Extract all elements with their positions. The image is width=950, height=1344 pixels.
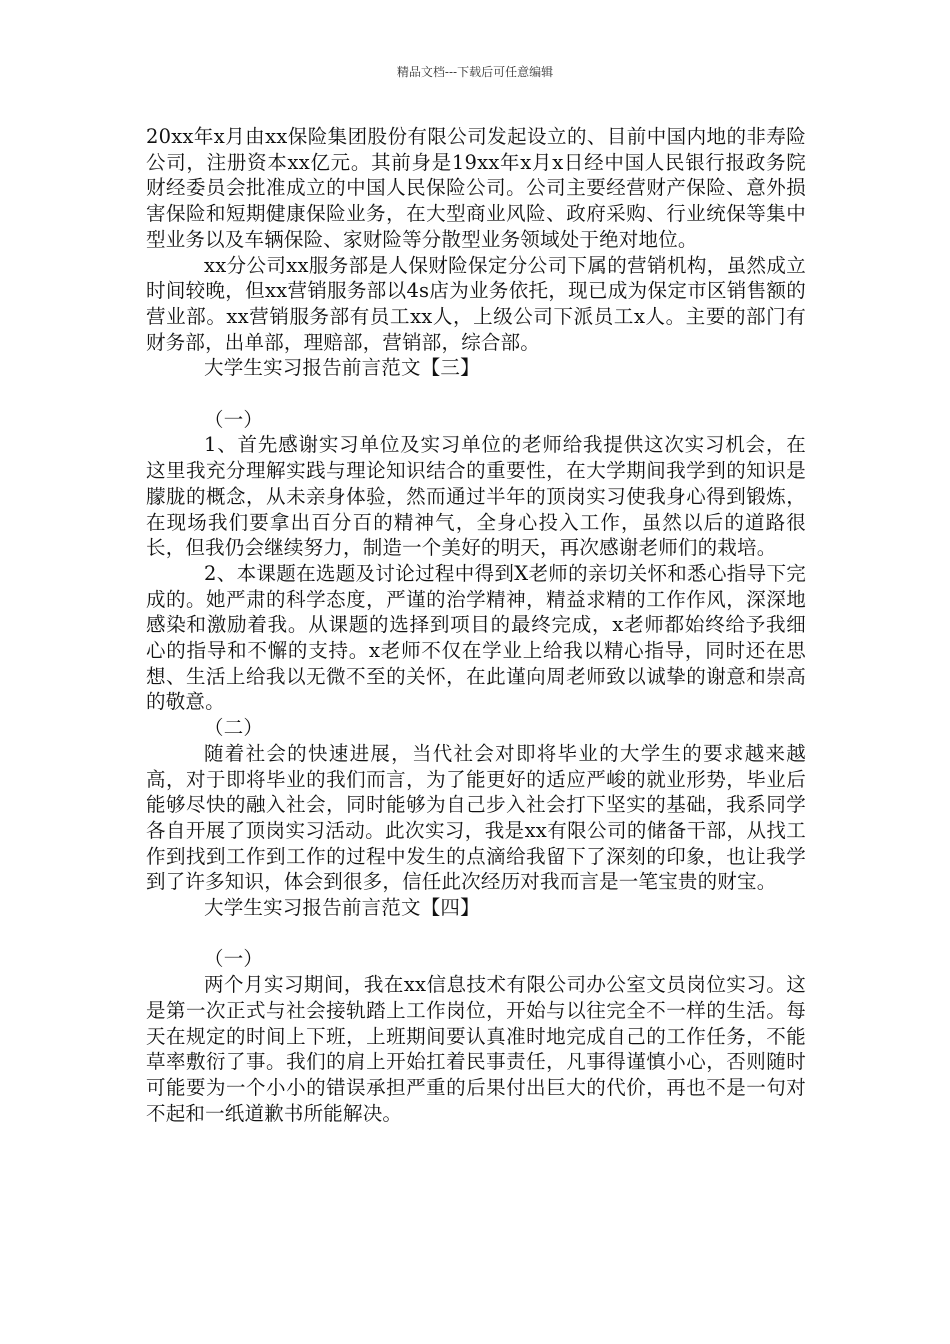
paragraph-internship-period: 两个月实习期间，我在xx信息技术有限公司办公室文员岗位实习。这是第一次正式与社会接轨踏上工作岗位，开始与以往完全不一样的生活。每天在规定的时间上下班，上班期间要认真准时地完成自己的工作任务，不能草率敷衍了事。我们的肩上开始扛着民事责任，凡事得谨慎小心，否则随时可能要为一个小小的错误承担严重的后果付出巨大的代价，再也不是一句对不起和一纸道歉书所能解决。 [146, 973, 806, 1125]
paragraph-thanks-two: 2、本课题在选题及讨论过程中得到X老师的亲切关怀和悉心指导下完成的。她严肃的科学态度，严谨的治学精神，精益求精的工作作风，深深地感染和激励着我。从课题的选择到项目的最终完成，x老师都始终给予我细心的指导和不懈的支持。x老师不仅在学业上给我以精心指导，同时还在思想、生活上给我以无微不至的关怀，在此谨向周老师致以诚挚的谢意和崇高的敬意。 [146, 561, 806, 714]
sub-heading-four-one: （一） [204, 947, 264, 971]
sub-heading-three-one: （一） [204, 407, 264, 431]
paragraph-branch-intro: xx分公司xx服务部是人保财险保定分公司下属的营销机构，虽然成立时间较晚，但xx营销服务部以4s店为业务依托，现已成为保定市区销售额的营业部。xx营销服务部有员工xx人，上级公司下派员工x人。主要的部门有财务部，出单部，理赔部，营销部，综合部。 [146, 253, 806, 354]
section-heading-three: 大学生实习报告前言范文【三】 [204, 356, 480, 380]
page-header: 精品文档---下载后可任意编辑 [396, 65, 554, 79]
paragraph-company-intro: 20xx年x月由xx保险集团股份有限公司发起设立的、目前中国内地的非寿险公司，注册资本xx亿元。其前身是19xx年x月x日经中国人民银行报政务院财经委员会批准成立的中国人民保险公司。公司主要经营财产保险、意外损害保险和短期健康保险业务，在大型商业风险、政府采购、行业统保等集中型业务以及车辆保险、家财险等分散型业务领域处于绝对地位。 [146, 125, 806, 251]
paragraph-social-development: 随着社会的快速进展，当代社会对即将毕业的大学生的要求越来越高，对于即将毕业的我们而言，为了能更好的适应严峻的就业形势，毕业后能够尽快的融入社会，同时能够为自己步入社会打下坚实的基础，我系同学各自开展了顶岗实习活动。此次实习，我是xx有限公司的储备干部，从找工作到找到工作到工作的过程中发生的点滴给我留下了深刻的印象，也让我学到了许多知识，体会到很多，信任此次经历对我而言是一笔宝贵的财宝。 [146, 741, 806, 894]
document-body [146, 124, 806, 1126]
paragraph-thanks-one: 1、首先感谢实习单位及实习单位的老师给我提供这次实习机会，在这里我充分理解实践与理论知识结合的重要性，在大学期间我学到的知识是朦胧的概念，从未亲身体验，然而通过半年的顶岗实习使我身心得到锻炼，在现场我们要拿出百分百的精神气，全身心投入工作，虽然以后的道路很长，但我仍会继续努力，制造一个美好的明天，再次感谢老师们的栽培。 [146, 433, 806, 560]
sub-heading-three-two: （二） [204, 716, 264, 740]
section-heading-four: 大学生实习报告前言范文【四】 [204, 896, 480, 920]
